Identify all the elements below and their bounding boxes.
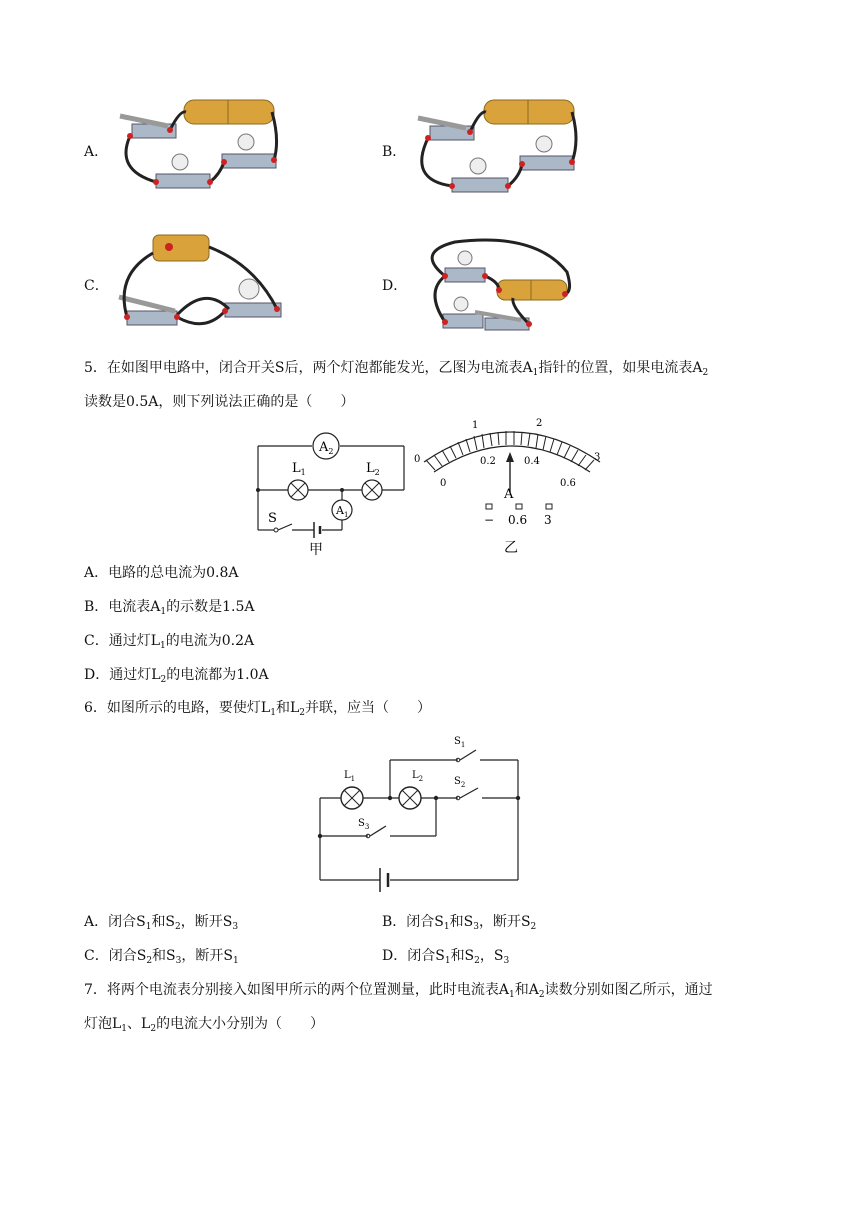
q6-option-d: D．闭合$S_1$和$S_2$，$S_3$ <box>382 948 510 966</box>
yi-top-scale-1: 1 <box>472 420 479 431</box>
q7-stem-line-1: 7．将两个电流表分别接入如图甲所示的两个位置测量，此时电流表$A_1$和$A_2$读数分别如图乙所示，通过 <box>84 982 713 1000</box>
q5-figure-jia <box>252 428 412 558</box>
q4-circuit-picture-b <box>408 90 578 205</box>
q5-jia-l2-label: $L_2$ <box>366 461 380 477</box>
yi-terminal-06: 0.6 <box>508 513 528 527</box>
battery-icon <box>153 235 209 261</box>
q5-jia-a1-label: $A_1$ <box>336 504 349 519</box>
q5-yi-caption: 乙 <box>504 540 518 556</box>
q5-jia-caption: 甲 <box>309 542 323 558</box>
q6-l2-label: $L_2$ <box>412 770 424 783</box>
q4-option-d-label: D． <box>382 278 408 294</box>
q5-figure-yi-ammeter <box>412 412 612 562</box>
yi-bottom-scale-06: 0.6 <box>560 478 576 489</box>
q6-stem: 6．如图所示的电路，要使灯$L_1$和$L_2$并联，应当（ ） <box>84 700 431 718</box>
q4-circuit-picture-d <box>415 232 575 342</box>
yi-bottom-scale-0: 0 <box>440 478 447 489</box>
q4-circuit-picture-c <box>105 225 290 340</box>
q5-jia-l1-label: $L_1$ <box>292 461 306 477</box>
q5-option-b: B．电流表$A_1$的示数是1.5A <box>84 599 255 617</box>
q6-circuit-figure <box>310 730 530 895</box>
battery-icon <box>497 280 567 300</box>
q7-stem-line-2: 灯泡$L_1$、$L_2$的电流大小分别为（ ） <box>84 1016 325 1034</box>
q4-option-b-label: B． <box>382 144 407 160</box>
q6-option-c: C．闭合$S_2$和$S_3$，断开$S_1$ <box>84 948 239 966</box>
q4-option-a-label: A． <box>84 144 109 160</box>
q6-s1-label: $S_1$ <box>454 736 466 749</box>
battery-icon <box>184 100 274 124</box>
q6-l1-label: $L_1$ <box>344 770 356 783</box>
q5-jia-switch-label: S <box>268 511 277 526</box>
q5-stem-line-2: 读数是0.5A，则下列说法正确的是（ ） <box>84 394 355 410</box>
q5-option-c: C．通过灯$L_1$的电流为0.2A <box>84 633 255 651</box>
q5-stem-line-1: 5．在如图甲电路中，闭合开关S后，两个灯泡都能发光，乙图为电流表$A_1$指针的位置，如果电流表$A_2$ <box>84 360 709 378</box>
q5-option-a: A．电路的总电流为0.8A <box>84 565 239 581</box>
yi-terminal-3: 3 <box>544 513 552 527</box>
yi-top-scale-0: 0 <box>414 454 421 465</box>
q6-option-b: B．闭合$S_1$和$S_3$，断开$S_2$ <box>382 914 537 932</box>
q6-option-a: A．闭合$S_1$和$S_2$，断开$S_3$ <box>84 914 239 932</box>
q4-option-c-label: C． <box>84 278 109 294</box>
yi-top-scale-3: 3 <box>594 452 601 463</box>
q5-jia-a2-label: $A_2$ <box>319 440 334 456</box>
q4-circuit-picture-a <box>110 90 280 200</box>
q5-option-d: D．通过灯$L_2$的电流都为1.0A <box>84 667 269 685</box>
yi-top-scale-2: 2 <box>536 418 543 429</box>
yi-unit-label: A <box>504 487 514 502</box>
battery-icon <box>484 100 574 124</box>
yi-terminal-minus: − <box>484 513 495 527</box>
q6-s3-label: $S_3$ <box>358 818 370 831</box>
yi-bottom-scale-02: 0.2 <box>480 456 496 467</box>
yi-bottom-scale-04: 0.4 <box>524 456 540 467</box>
q6-s2-label: $S_2$ <box>454 776 466 789</box>
